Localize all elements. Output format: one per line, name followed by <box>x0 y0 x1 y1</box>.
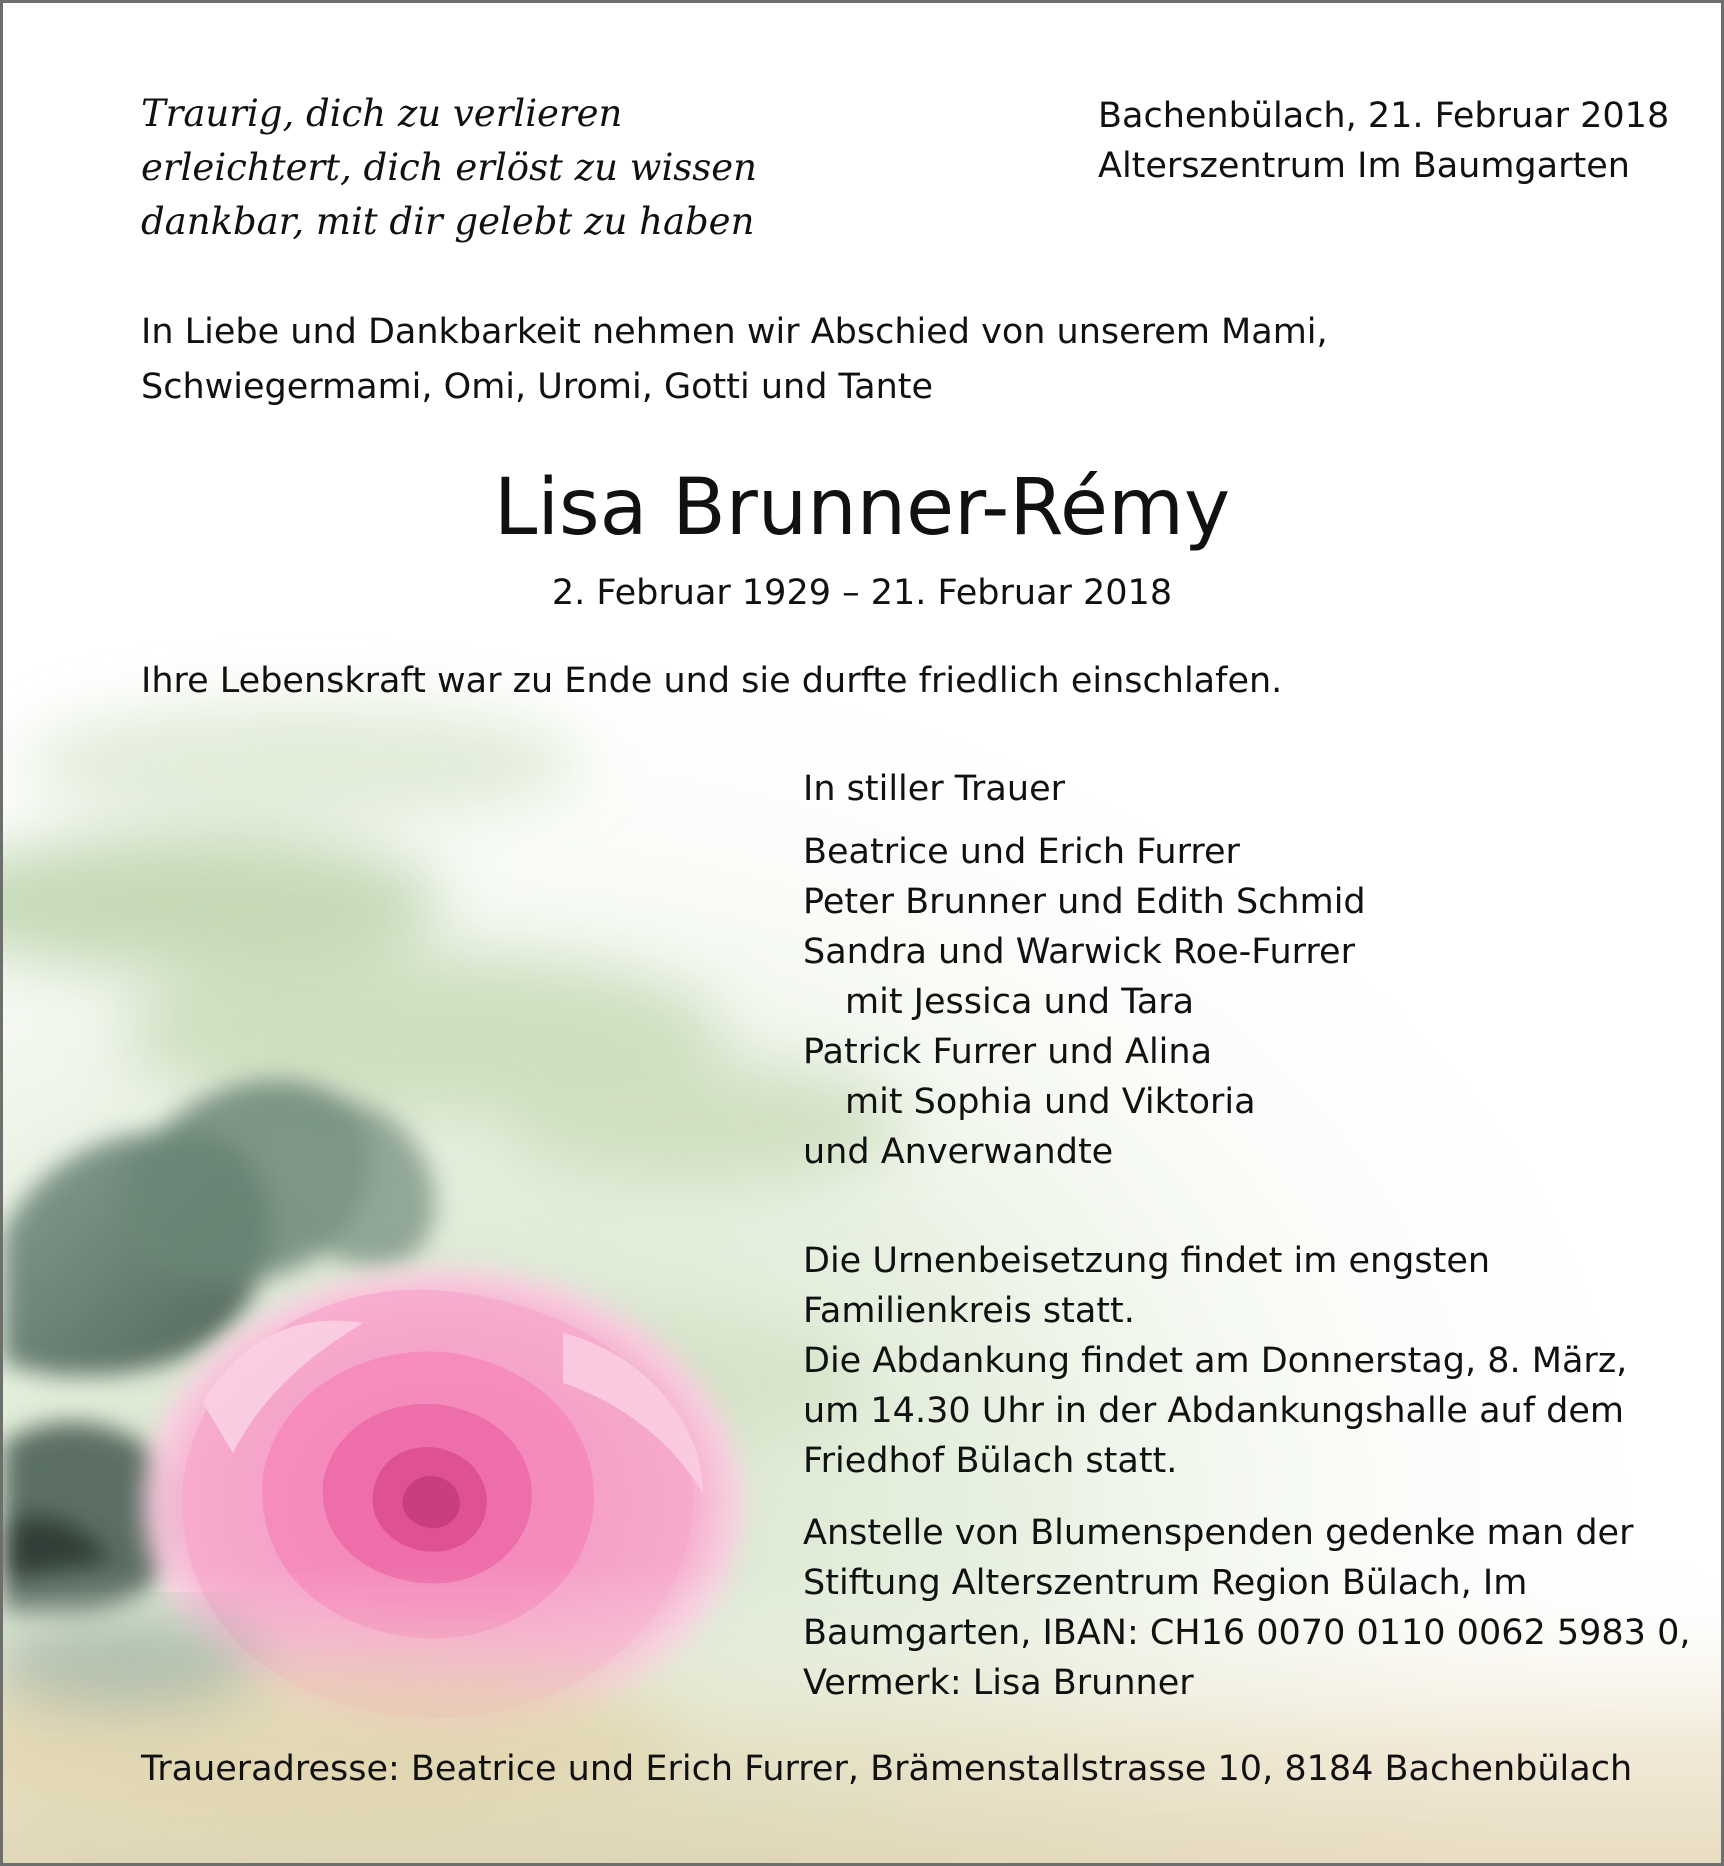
mourner-line: Peter Brunner und Edith Schmid <box>803 882 1366 922</box>
place-date-line: Bachenbülach, 21. Februar 2018 <box>1098 96 1670 136</box>
deceased-name: Lisa Brunner-Rémy <box>493 463 1231 553</box>
statement: Ihre Lebenskraft war zu Ende und sie durfte friedlich einschlafen. <box>141 661 1283 701</box>
mourners-list <box>803 827 1366 1177</box>
donation-line: Stiftung Alterszentrum Region Bülach, Im <box>803 1563 1528 1603</box>
mourner-line: Beatrice und Erich Furrer <box>803 832 1240 872</box>
intro-text <box>141 305 1328 415</box>
donation-notice <box>803 1508 1690 1708</box>
burial-line: Friedhof Bülach statt. <box>803 1441 1178 1481</box>
mourners-heading: In stiller Trauer <box>803 769 1065 809</box>
intro-line: In Liebe und Dankbarkeit nehmen wir Abschied von unserem Mami, <box>141 312 1328 352</box>
mourner-line: und Anverwandte <box>803 1132 1114 1172</box>
poem-line: dankbar, mit dir gelebt zu haben <box>141 200 755 243</box>
mourner-line: Patrick Furrer und Alina <box>803 1032 1213 1072</box>
burial-notice <box>803 1236 1627 1486</box>
donation-line: Vermerk: Lisa Brunner <box>803 1663 1194 1703</box>
life-dates: 2. Februar 1929 – 21. Februar 2018 <box>551 573 1173 613</box>
donation-line: Baumgarten, IBAN: CH16 0070 0110 0062 5983 0, <box>803 1613 1691 1653</box>
poem-line: Traurig, dich zu verlieren <box>141 92 623 135</box>
poem <box>141 87 757 249</box>
mourner-line: mit Jessica und Tara <box>845 982 1195 1022</box>
burial-line: Die Urnenbeisetzung findet im engsten <box>803 1241 1491 1281</box>
mourner-line: mit Sophia und Viktoria <box>845 1082 1256 1122</box>
burial-line: um 14.30 Uhr in der Abdankungshalle auf dem <box>803 1391 1625 1431</box>
burial-line: Familienkreis statt. <box>803 1291 1135 1331</box>
poem-line: erleichtert, dich erlöst zu wissen <box>141 146 757 189</box>
place-and-date <box>1098 91 1669 191</box>
intro-line: Schwiegermami, Omi, Uromi, Gotti und Tante <box>141 367 934 407</box>
burial-line: Die Abdankung findet am Donnerstag, 8. März, <box>803 1341 1628 1381</box>
mourning-address: Traueradresse: Beatrice und Erich Furrer, Brämenstallstrasse 10, 8184 Bachenbülach <box>141 1749 1633 1789</box>
mourner-line: Sandra und Warwick Roe-Furrer <box>803 932 1355 972</box>
institution-line: Alterszentrum Im Baumgarten <box>1098 146 1630 186</box>
donation-line: Anstelle von Blumenspenden gedenke man der <box>803 1513 1634 1553</box>
